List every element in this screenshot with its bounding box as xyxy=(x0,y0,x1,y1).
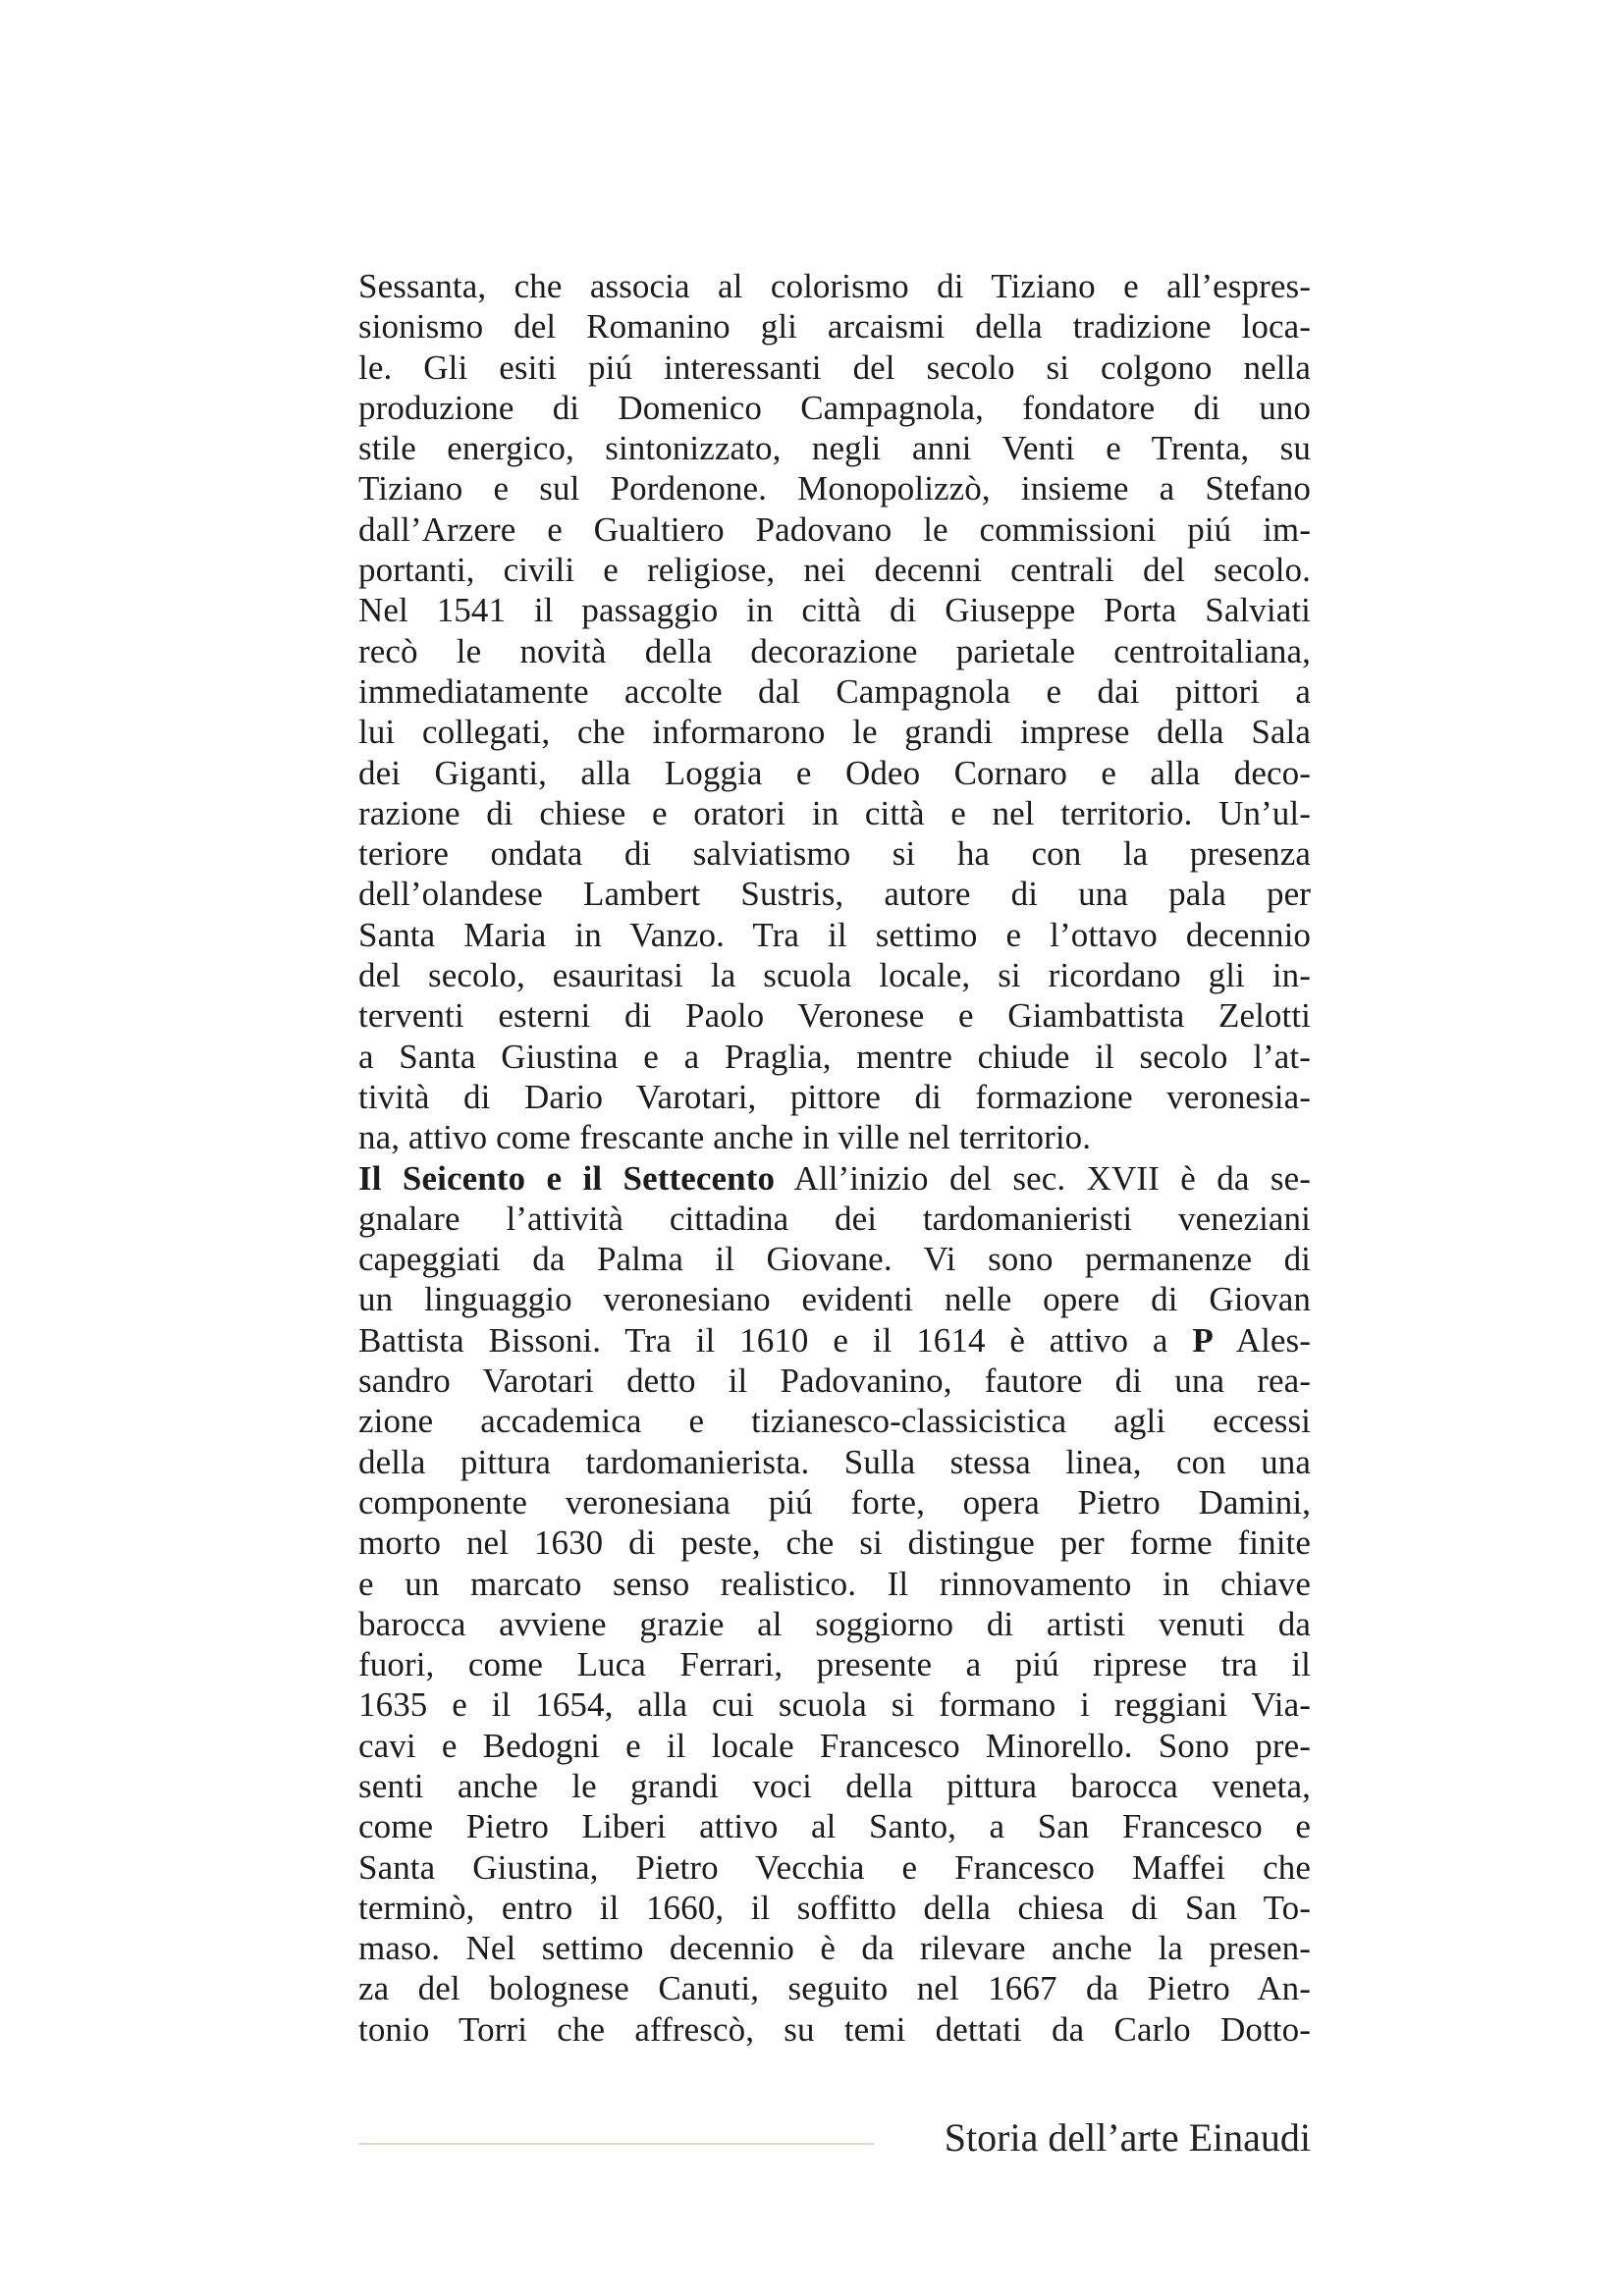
text-line: na, attivo come frescante anche in ville nel territorio. xyxy=(358,1118,1092,1157)
text-line: Santa Giustina, Pietro Vecchia e Francesco Maffei che xyxy=(358,1847,1311,1887)
text-line: zione accademica e tizianesco-classicistica agli eccessi xyxy=(358,1402,1311,1441)
footer-rule xyxy=(358,2143,874,2145)
text-line: teriore ondata di salviatismo si ha con la presenza xyxy=(358,834,1311,874)
text-line: capeggiati da Palma il Giovane. Vi sono permanenze di xyxy=(358,1240,1311,1279)
text-fragment: Battista Bissoni. Tra il 1610 e il 1614 è attivo a xyxy=(358,1320,1193,1360)
section-heading-rest: All’inizio del sec. XVII è da se- xyxy=(775,1158,1311,1198)
text-line: sionismo del Romanino gli arcaismi della tradizione loca- xyxy=(358,307,1311,347)
text-line: componente veronesiana piú forte, opera Pietro Damini, xyxy=(358,1482,1311,1522)
text-line: gnalare l’attività cittadina dei tardomanieristi veneziani xyxy=(358,1199,1311,1238)
text-line: produzione di Domenico Campagnola, fondatore di uno xyxy=(358,388,1311,427)
text-line: Nel 1541 il passaggio in città di Giuseppe Porta Salviati xyxy=(358,591,1311,630)
text-line: Santa Maria in Vanzo. Tra il settimo e l’ottavo decennio xyxy=(358,915,1311,954)
text-line: stile energico, sintonizzato, negli anni Venti e Trenta, su xyxy=(358,429,1311,468)
text-line: un linguaggio veronesiano evidenti nelle opere di Giovan xyxy=(358,1280,1311,1319)
text-line: e un marcato senso realistico. Il rinnovamento in chiave xyxy=(358,1564,1311,1603)
text-line: tività di Dario Varotari, pittore di formazione veronesia- xyxy=(358,1077,1311,1116)
body-text xyxy=(358,266,1311,2050)
section-heading: Il Seicento e il Settecento xyxy=(358,1158,776,1198)
text-line: barocca avviene grazie al soggiorno di artisti venuti da xyxy=(358,1604,1311,1643)
text-line: Tiziano e sul Pordenone. Monopolizzò, insieme a Stefano xyxy=(358,469,1311,508)
text-line: Sessanta, che associa al colorismo di Tiziano e all’espres- xyxy=(358,267,1311,305)
text-line: morto nel 1630 di peste, che si distingue per forme finite xyxy=(358,1523,1311,1563)
text-line: za del bolognese Canuti, seguito nel 1667 da Pietro An- xyxy=(358,1969,1311,2008)
section-heading-line xyxy=(358,1158,1311,1199)
text-line: maso. Nel settimo decennio è da rilevare anche la presen- xyxy=(358,1929,1311,1968)
text-line: dall’Arzere e Gualtiero Padovano le commissioni piú im- xyxy=(358,509,1311,549)
text-line: senti anche le grandi voci della pittura barocca veneta, xyxy=(358,1766,1311,1805)
text-line: terventi esterni di Paolo Veronese e Giambattista Zelotti xyxy=(358,996,1311,1036)
text-line: le. Gli esiti piú interessanti del secolo si colgono nella xyxy=(358,347,1311,387)
text-line: come Pietro Liberi attivo al Santo, a San Francesco e xyxy=(358,1807,1311,1846)
text-line: della pittura tardomanierista. Sulla stessa linea, con una xyxy=(358,1442,1311,1481)
text-line: dell’olandese Lambert Sustris, autore di una pala per xyxy=(358,875,1311,914)
text-line xyxy=(358,1320,1311,1361)
text-line: fuori, come Luca Ferrari, presente a piú riprese tra il xyxy=(358,1645,1311,1684)
text-line: razione di chiese e oratori in città e nel territorio. Un’ul- xyxy=(358,793,1311,832)
footer-title: Storia dell’arte Einaudi xyxy=(944,2115,1311,2160)
text-fragment: Ales- xyxy=(1213,1320,1311,1360)
text-line: del secolo, esauritasi la scuola locale, si ricordano gli in- xyxy=(358,956,1311,995)
text-line: dei Giganti, alla Loggia e Odeo Cornaro e alla deco- xyxy=(358,753,1311,792)
text-line: sandro Varotari detto il Padovanino, fautore di una rea- xyxy=(358,1362,1311,1401)
text-line: terminò, entro il 1660, il soffitto della chiesa di San To- xyxy=(358,1888,1311,1927)
text-line: 1635 e il 1654, alla cui scuola si formano i reggiani Via- xyxy=(358,1685,1311,1725)
text-line: lui collegati, che informarono le grandi imprese della Sala xyxy=(358,713,1311,752)
text-line: recò le novità della decorazione parietale centroitaliana, xyxy=(358,631,1311,670)
text-line: a Santa Giustina e a Praglia, mentre chiude il secolo l’at- xyxy=(358,1037,1311,1076)
text-line: cavi e Bedogni e il locale Francesco Minorello. Sono pre- xyxy=(358,1726,1311,1765)
text-line: tonio Torri che affrescò, su temi dettati da Carlo Dotto- xyxy=(358,2009,1311,2049)
page-footer xyxy=(358,2110,1311,2169)
text-line: portanti, civili e religiose, nei decenni centrali del secolo. xyxy=(358,551,1311,590)
text-line: immediatamente accolte dal Campagnola e dai pittori a xyxy=(358,671,1311,711)
cross-reference-p: P xyxy=(1192,1320,1214,1360)
